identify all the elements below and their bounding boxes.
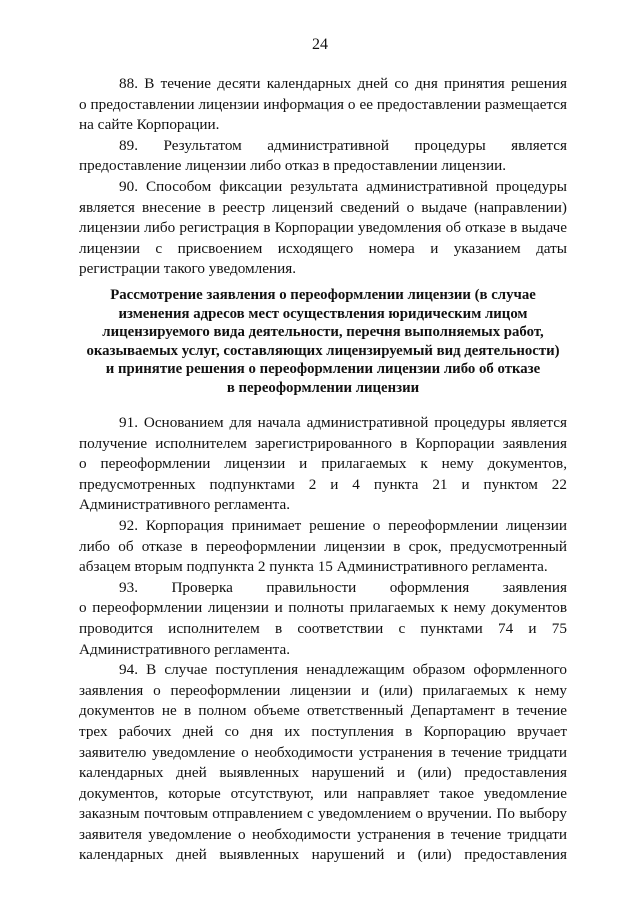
paragraph-line: 88. В течение десяти календарных дней со дня принятия решения [119,75,567,92]
paragraph-line: Административного регламента. [79,496,291,514]
heading-line: Рассмотрение заявления о переоформлении лицензии (в случае [110,287,536,303]
heading-line: изменения адресов мест осуществления юридическим лицом [118,305,528,322]
heading-line: и принятие решения о переоформлении лицензии либо об отказе [105,361,541,377]
paragraph-line: регистрации такого уведомления. [79,260,296,278]
heading-line: оказываемых услуг, составляющих лицензируемый вид деятельности) [86,342,560,359]
paragraph-94 [79,660,567,866]
paragraph-line: является внесение в реестр лицензий сведений о выдаче (направлении) [79,198,567,216]
paragraph-line: либо об отказе в переоформлении лицензии в срок, предусмотренный [79,537,567,555]
paragraph-line: заказным почтовым отправлением с уведомлением о вручении. По выбору [79,805,567,823]
paragraph-line: календарных дней выявленных нарушений и (или) предоставления [79,846,567,864]
paragraph-line: Административного регламента. [79,640,291,658]
paragraph-92 [79,516,567,578]
paragraph-line: получение исполнителем зарегистрированного в Корпорации заявления [79,434,567,452]
paragraph-line: 93. Проверка правильности оформления заявления [119,578,567,596]
paragraph-line: о предоставлении лицензии информация о ее предоставлении размещается [79,95,567,113]
paragraph-91 [79,413,567,516]
paragraph-line: календарных дней выявленных нарушений и (или) предоставления [79,764,567,782]
paragraph-line: 89. Результатом административной процедуры является [119,136,567,154]
paragraph-89 [79,136,567,177]
paragraph-line: документов не в полном объеме ответственный Департамент в течение [79,702,567,720]
paragraph-line: предоставление лицензии либо отказ в предоставлении лицензии. [79,157,507,175]
paragraph-line: абзацем вторым подпункта 2 пункта 15 Административного регламента. [79,558,548,576]
paragraph-line: о переоформлении лицензии и прилагаемых к нему документов, [79,455,567,473]
paragraph-93 [79,578,567,660]
paragraph-line: предусмотренных подпунктами 2 и 4 пункта 21 и пунктом 22 [79,475,567,493]
section-heading [79,286,567,397]
paragraph-90 [79,177,567,280]
paragraph-line: документов, которые отсутствуют, или направляет такое уведомление [79,784,567,802]
paragraph-line: заявления о переоформлении лицензии и (или) прилагаемых к нему [79,681,567,699]
paragraph-line: заявителя уведомление о необходимости устранения в течение тридцати [79,825,567,843]
body-section-top [79,74,567,280]
page-number: 24 [312,36,328,53]
paragraph-line: трех рабочих дней со дня их поступления в Корпорацию вручает [79,722,567,740]
body-section-bottom [79,413,567,866]
paragraph-line: 94. В случае поступления ненадлежащим образом оформленного [119,661,567,679]
paragraph-line: на сайте Корпорации. [79,116,220,134]
paragraph-line: лицензии либо регистрация в Корпорации уведомления об отказе в выдаче [79,219,567,237]
paragraph-88 [79,74,567,136]
heading-line: в переоформлении лицензии [226,379,420,396]
paragraph-line: 91. Основанием для начала административной процедуры является [119,414,567,431]
paragraph-line: 92. Корпорация принимает решение о переоформлении лицензии [119,516,567,534]
paragraph-line: заявителю уведомление о необходимости устранения в течение тридцати [79,743,567,761]
paragraph-line: о переоформлении лицензии и полноты прилагаемых к нему документов [79,599,567,617]
paragraph-line: 90. Способом фиксации результата административной процедуры [119,177,567,195]
paragraph-line: лицензии с присвоением исходящего номера и указанием даты [79,239,567,257]
heading-line: лицензируемого вида деятельности, перечня выполняемых работ, [102,324,544,340]
paragraph-line: проводится исполнителем в соответствии с пунктами 74 и 75 [79,619,567,637]
